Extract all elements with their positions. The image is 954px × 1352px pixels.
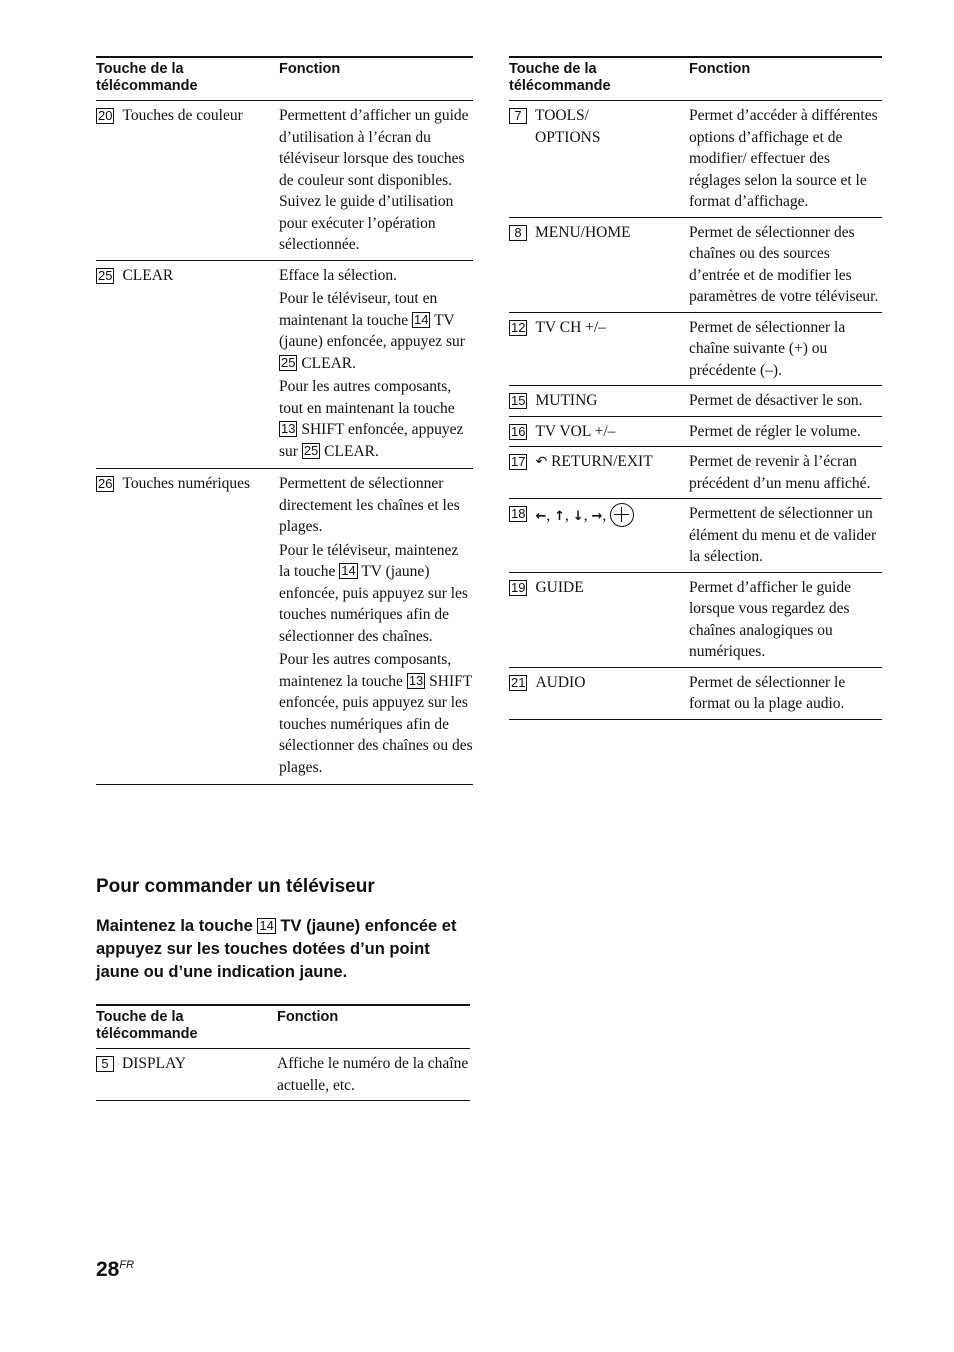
function-text: Affiche le numéro de la chaîne actuelle, etc. bbox=[277, 1055, 469, 1094]
key-label: TOOLS/ OPTIONS bbox=[535, 107, 601, 146]
tv-function-table bbox=[96, 1004, 470, 1101]
key-number-badge: 7 bbox=[509, 108, 527, 124]
key-number-badge: 25 bbox=[98, 267, 113, 283]
function-text: Permet de sélectionner la chaîne suivante (+) ou précédente (–). bbox=[689, 318, 846, 379]
function-paragraph: Pour les autres composants, tout en maintenant la touche 13 SHIFT enfoncée, appuyez sur 25 CLEAR. bbox=[279, 378, 464, 460]
key-number-badge: 5 bbox=[96, 1056, 114, 1072]
key-number-badge: 26 bbox=[98, 476, 113, 491]
table-row-tools-options bbox=[509, 101, 882, 218]
header-function: Fonction bbox=[277, 1009, 339, 1025]
key-label: CLEAR bbox=[122, 266, 174, 284]
table-row-number-keys bbox=[96, 469, 473, 785]
enter-circle-icon bbox=[610, 503, 634, 527]
key-number-badge: 20 bbox=[98, 108, 113, 123]
header-function: Fonction bbox=[689, 61, 751, 77]
key-number-badge: 16 bbox=[511, 423, 526, 439]
table-row-arrows-enter bbox=[509, 499, 882, 573]
table-header bbox=[96, 1006, 470, 1049]
return-icon: ↶ bbox=[535, 454, 548, 470]
key-label: AUDIO bbox=[535, 673, 586, 691]
key-number-badge: 17 bbox=[511, 454, 526, 469]
key-label: RETURN/EXIT bbox=[551, 453, 653, 470]
function-paragraph: Pour les autres composants, maintenez la touche 13 SHIFT enfoncée, puis appuyez sur les touches numériques afin de sélectionner des chaînes ou des plages. bbox=[279, 651, 473, 776]
key-label: ←, ↑, ↓, →, bbox=[527, 503, 634, 528]
key-number-badge: 14 bbox=[259, 918, 274, 933]
function-paragraph: Permettent de sélectionner directement les chaînes et les plages. bbox=[279, 475, 460, 535]
left-arrow-icon: ← bbox=[535, 509, 547, 524]
table-row-menu-home bbox=[509, 218, 882, 313]
function-text: Permettent d’afficher un guide d’utilisation à l’écran du téléviseur lorsque des touches de couleur sont disponibles. Suivez le guide d’utilisation pour exécuter l’opération sélectionnée. bbox=[279, 107, 469, 253]
page-number bbox=[96, 1258, 134, 1282]
section-instruction: Maintenez la touche 14 TV (jaune) enfoncée et appuyez sur les touches dotées d’un point jaune ou d’une indication jaune. bbox=[96, 917, 457, 981]
key-number-badge: 14 bbox=[414, 311, 429, 327]
key-number-badge: 25 bbox=[281, 354, 296, 370]
table-row-guide bbox=[509, 573, 882, 668]
key-number-badge: 15 bbox=[511, 393, 526, 408]
table-row-muting bbox=[509, 386, 882, 417]
table-row-audio bbox=[509, 668, 882, 720]
function-text: Permet d’afficher le guide lorsque vous regardez des chaînes analogiques ou numériques. bbox=[689, 578, 851, 660]
key-number-badge: 13 bbox=[408, 672, 424, 688]
up-arrow-icon: ↑ bbox=[554, 509, 566, 524]
right-arrow-icon: → bbox=[591, 509, 603, 524]
key-number-badge: 19 bbox=[511, 579, 526, 595]
table-row-return-exit bbox=[509, 447, 882, 499]
function-text: Permet d’accéder à différentes options d’affichage et de modifier/ effectuer des réglages selon la source et le format d’affichage. bbox=[689, 107, 878, 210]
key-label: GUIDE bbox=[535, 578, 584, 596]
function-text: Permet de régler le volume. bbox=[689, 422, 861, 440]
header-key: Touche de la télécommande bbox=[96, 1009, 198, 1042]
key-label: MENU/HOME bbox=[535, 223, 631, 241]
table-row-tv-ch bbox=[509, 313, 882, 387]
key-label-wrap bbox=[527, 451, 652, 474]
key-number-badge: 21 bbox=[511, 674, 526, 690]
table-row-clear bbox=[96, 261, 473, 470]
key-number-badge: 18 bbox=[511, 506, 526, 521]
key-number-badge: 14 bbox=[341, 563, 356, 578]
key-label: MUTING bbox=[535, 392, 598, 409]
function-text: Permet de sélectionner le format ou la plage audio. bbox=[689, 673, 846, 712]
function-text: Permet de revenir à l’écran précédent d’un menu affiché. bbox=[689, 453, 871, 492]
down-arrow-icon: ↓ bbox=[572, 509, 584, 524]
page-number-value: 28 bbox=[96, 1258, 120, 1281]
function-text bbox=[279, 473, 473, 780]
key-label: DISPLAY bbox=[122, 1055, 187, 1072]
section-title: Pour commander un téléviseur bbox=[96, 876, 375, 897]
right-function-table bbox=[509, 56, 882, 720]
table-row-color-keys bbox=[96, 101, 473, 261]
function-text: Permettent de sélectionner un élément du menu et de valider la sélection. bbox=[689, 505, 877, 565]
key-number-badge: 13 bbox=[281, 421, 296, 436]
key-label: Touches numériques bbox=[122, 475, 251, 492]
function-paragraph: Pour le téléviseur, tout en maintenant la touche 14 TV (jaune) enfoncée, appuyez sur 25 CLEAR. bbox=[279, 290, 465, 372]
left-function-table bbox=[96, 56, 473, 785]
header-key: Touche de la télécommande bbox=[509, 61, 611, 94]
key-label: TV VOL +/– bbox=[535, 422, 616, 440]
header-key: Touche de la télécommande bbox=[96, 61, 198, 94]
page-language-suffix: FR bbox=[119, 1259, 135, 1271]
function-paragraph: Pour le téléviseur, maintenez la touche 14 TV (jaune) enfoncée, puis appuyez sur les touches numériques afin de sélectionner des chaînes. bbox=[279, 541, 468, 645]
table-header bbox=[509, 58, 882, 101]
key-label: Touches de couleur bbox=[122, 107, 243, 124]
table-row-display bbox=[96, 1049, 470, 1101]
function-paragraph: Efface la sélection. bbox=[279, 266, 398, 284]
header-function: Fonction bbox=[279, 61, 341, 77]
function-text: Permet de sélectionner des chaînes ou des sources d’entrée et de modifier les paramètres de votre téléviseur. bbox=[689, 223, 879, 305]
key-number-badge: 12 bbox=[511, 319, 526, 335]
table-row-tv-vol bbox=[509, 417, 882, 448]
key-number-badge: 8 bbox=[509, 225, 527, 241]
key-number-badge: 25 bbox=[303, 442, 319, 458]
function-text: Permet de désactiver le son. bbox=[689, 392, 863, 409]
key-label: TV CH +/– bbox=[535, 318, 606, 336]
function-text bbox=[279, 265, 473, 465]
table-header bbox=[96, 58, 473, 101]
